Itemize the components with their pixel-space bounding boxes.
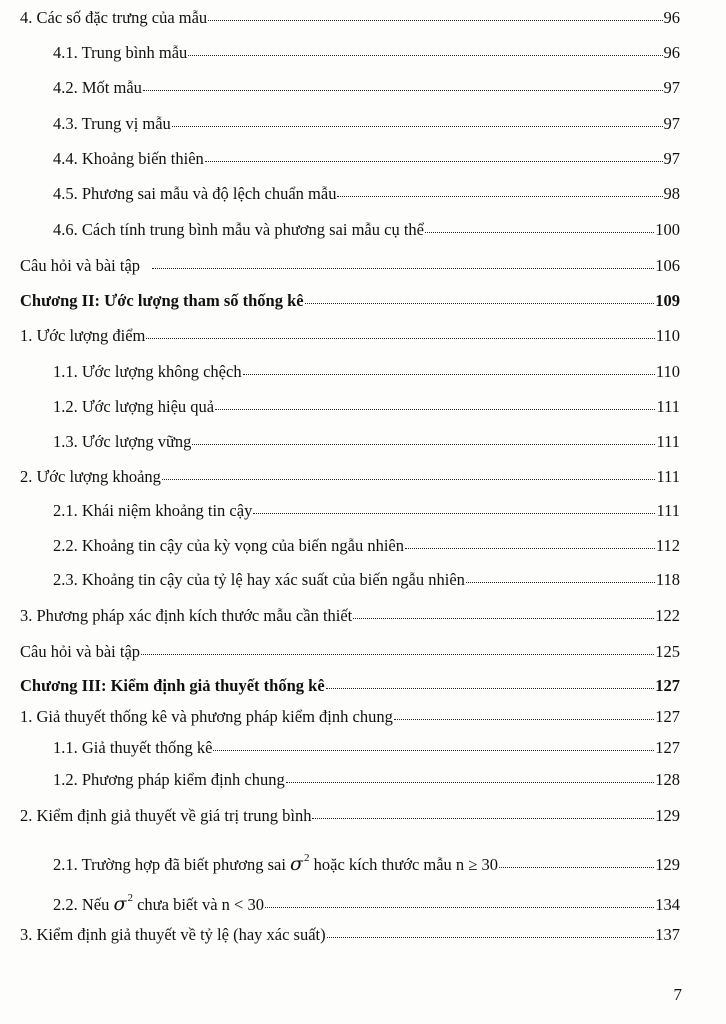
toc-entry-ch3-3[interactable] bbox=[20, 923, 680, 947]
dot-leader bbox=[205, 160, 663, 162]
toc-entry-page: 98 bbox=[663, 184, 680, 203]
toc-entry-4-3[interactable] bbox=[53, 112, 680, 136]
dot-leader bbox=[162, 478, 656, 480]
toc-entry-title: 1.2. Phương pháp kiểm định chung bbox=[53, 770, 285, 789]
toc-entry-ch2-3[interactable] bbox=[20, 604, 680, 628]
title-prefix: 2.1. Trường hợp đã biết phương sai bbox=[53, 855, 286, 874]
dot-leader bbox=[146, 337, 655, 339]
toc-entry-ch2-1-3[interactable] bbox=[53, 430, 680, 454]
toc-entry-ch2-1[interactable] bbox=[20, 324, 680, 348]
dot-leader bbox=[215, 408, 655, 410]
dot-leader bbox=[208, 19, 662, 21]
toc-entry-4[interactable] bbox=[20, 6, 680, 30]
toc-entry-page: 118 bbox=[655, 570, 680, 589]
toc-entry-page: 100 bbox=[655, 220, 680, 239]
toc-entry-4-5[interactable] bbox=[53, 182, 680, 206]
toc-entry-title: 3. Phương pháp xác định kích thước mẫu cần thiết bbox=[20, 606, 353, 625]
toc-entry-chapter-2[interactable] bbox=[20, 289, 680, 313]
toc-entry-ch3-1[interactable] bbox=[20, 705, 680, 729]
exponent: 2 bbox=[127, 892, 133, 904]
dot-leader bbox=[141, 653, 654, 655]
toc-entry-page: 127 bbox=[655, 707, 680, 726]
toc-entry-title bbox=[53, 846, 498, 877]
toc-entry-page: 97 bbox=[663, 149, 680, 168]
toc-entry-page: 122 bbox=[655, 606, 680, 625]
toc-entry-title: Chương III: Kiểm định giả thuyết thống kê bbox=[20, 676, 325, 695]
toc-entry-title: Chương II: Ước lượng tham số thống kê bbox=[20, 291, 304, 310]
toc-entry-ch3-2-2[interactable] bbox=[53, 886, 680, 915]
dot-leader bbox=[172, 125, 663, 127]
dot-leader bbox=[337, 195, 662, 197]
toc-entry-page: 110 bbox=[655, 362, 680, 381]
toc-entry-page: 97 bbox=[663, 78, 680, 97]
toc-entry-title: 4.6. Cách tính trung bình mẫu và phương sai mẫu cụ thể bbox=[53, 220, 424, 239]
toc-entry-page: 111 bbox=[656, 467, 680, 486]
toc-entry-title: 1.1. Ước lượng không chệch bbox=[53, 362, 242, 381]
toc-entry-questions-1[interactable] bbox=[20, 254, 680, 278]
toc-entry-page: 96 bbox=[663, 8, 680, 27]
toc-entry-ch3-2-1[interactable] bbox=[53, 846, 680, 875]
toc-entry-page: 128 bbox=[655, 770, 680, 789]
toc-entry-page: 111 bbox=[656, 432, 680, 451]
toc-entry-page: 125 bbox=[655, 642, 680, 661]
dot-leader bbox=[265, 906, 654, 908]
dot-leader bbox=[152, 267, 654, 269]
toc-entry-page: 129 bbox=[655, 806, 680, 825]
dot-leader bbox=[253, 512, 655, 514]
toc-entry-ch3-1-2[interactable] bbox=[53, 768, 680, 792]
toc-entry-ch2-2-2[interactable] bbox=[53, 534, 680, 558]
toc-entry-title: 1.2. Ước lượng hiệu quả bbox=[53, 397, 215, 416]
title-suffix: hoặc kích thước mẫu n ≥ 30 bbox=[313, 855, 498, 874]
toc-entry-ch2-2-3[interactable] bbox=[53, 568, 680, 592]
toc-entry-page: 112 bbox=[655, 536, 680, 555]
dot-leader bbox=[192, 443, 655, 445]
toc-entry-title: Câu hỏi và bài tập bbox=[20, 256, 141, 275]
toc-entry-title: 1.1. Giả thuyết thống kê bbox=[53, 738, 213, 757]
toc-entry-title: 4.5. Phương sai mẫu và độ lệch chuẩn mẫu bbox=[53, 184, 337, 203]
toc-entry-title: 2.1. Khái niệm khoảng tin cậy bbox=[53, 501, 253, 520]
dot-leader bbox=[394, 718, 654, 720]
toc-entry-page: 96 bbox=[663, 43, 680, 62]
dot-leader bbox=[425, 231, 654, 233]
toc-entry-title: 1.3. Ước lượng vững bbox=[53, 432, 192, 451]
toc-entry-questions-2[interactable] bbox=[20, 640, 680, 664]
dot-leader bbox=[143, 89, 663, 91]
toc-entry-title bbox=[53, 886, 264, 917]
dot-leader bbox=[327, 936, 655, 938]
toc-entry-page: 129 bbox=[655, 855, 680, 874]
toc-entry-4-6[interactable] bbox=[53, 218, 680, 242]
sigma-symbol: σ bbox=[113, 893, 127, 915]
toc-entry-title: 4.2. Mốt mẫu bbox=[53, 78, 142, 97]
sigma-symbol: σ bbox=[290, 853, 304, 875]
toc-entry-title: 4.4. Khoảng biến thiên bbox=[53, 149, 204, 168]
toc-entry-title: 2.3. Khoảng tin cậy của tỷ lệ hay xác suất của biến ngẫu nhiên bbox=[53, 570, 465, 589]
dot-leader bbox=[353, 617, 654, 619]
dot-leader bbox=[312, 817, 654, 819]
exponent: 2 bbox=[304, 852, 310, 864]
toc-entry-title: Câu hỏi và bài tập bbox=[20, 642, 141, 661]
toc-entry-page: 109 bbox=[655, 291, 680, 310]
dot-leader bbox=[499, 866, 654, 868]
dot-leader bbox=[405, 547, 655, 549]
toc-entry-ch2-2-1[interactable] bbox=[53, 499, 680, 523]
dot-leader bbox=[243, 373, 655, 375]
toc-entry-title: 1. Ước lượng điểm bbox=[20, 326, 146, 345]
toc-entry-ch2-1-1[interactable] bbox=[53, 360, 680, 384]
dot-leader bbox=[188, 54, 662, 56]
toc-entry-title: 2. Kiểm định giả thuyết về giá trị trung bình bbox=[20, 806, 312, 825]
toc-entry-4-2[interactable] bbox=[53, 76, 680, 100]
dot-leader bbox=[286, 781, 655, 783]
toc-entry-4-1[interactable] bbox=[53, 41, 680, 65]
title-suffix: chưa biết và n < 30 bbox=[137, 895, 264, 914]
toc-entry-page: 134 bbox=[655, 895, 680, 914]
page-number: 7 bbox=[673, 985, 682, 1004]
dot-leader bbox=[305, 302, 655, 304]
toc-entry-title: 2.2. Khoảng tin cậy của kỳ vọng của biến ngẫu nhiên bbox=[53, 536, 404, 555]
toc-entry-chapter-3[interactable] bbox=[20, 674, 680, 698]
toc-entry-ch3-1-1[interactable] bbox=[53, 736, 680, 760]
toc-entry-title: 4.3. Trung vị mẫu bbox=[53, 114, 171, 133]
toc-entry-ch3-2[interactable] bbox=[20, 804, 680, 828]
dot-leader bbox=[466, 581, 655, 583]
toc-entry-page: 97 bbox=[663, 114, 680, 133]
toc-entry-ch2-2[interactable] bbox=[20, 465, 680, 489]
toc-entry-page: 111 bbox=[656, 397, 680, 416]
toc-entry-title: 3. Kiểm định giả thuyết về tỷ lệ (hay xác suất) bbox=[20, 925, 326, 944]
toc-entry-page: 110 bbox=[655, 326, 680, 345]
dot-leader bbox=[326, 687, 655, 689]
toc-entry-page: 106 bbox=[655, 256, 680, 275]
toc-entry-page: 137 bbox=[655, 925, 680, 944]
toc-entry-page: 127 bbox=[655, 676, 680, 695]
toc-entry-title: 1. Giả thuyết thống kê và phương pháp kiểm định chung bbox=[20, 707, 393, 726]
title-prefix: 2.2. Nếu bbox=[53, 895, 110, 914]
dot-leader bbox=[213, 749, 654, 751]
toc-entry-title: 2. Ước lượng khoảng bbox=[20, 467, 161, 486]
toc-entry-title: 4.1. Trung bình mẫu bbox=[53, 43, 188, 62]
toc-entry-page: 111 bbox=[656, 501, 680, 520]
toc-entry-title: 4. Các số đặc trưng của mẫu bbox=[20, 8, 208, 27]
toc-entry-ch2-1-2[interactable] bbox=[53, 395, 680, 419]
toc-entry-page: 127 bbox=[655, 738, 680, 757]
toc-entry-4-4[interactable] bbox=[53, 147, 680, 171]
